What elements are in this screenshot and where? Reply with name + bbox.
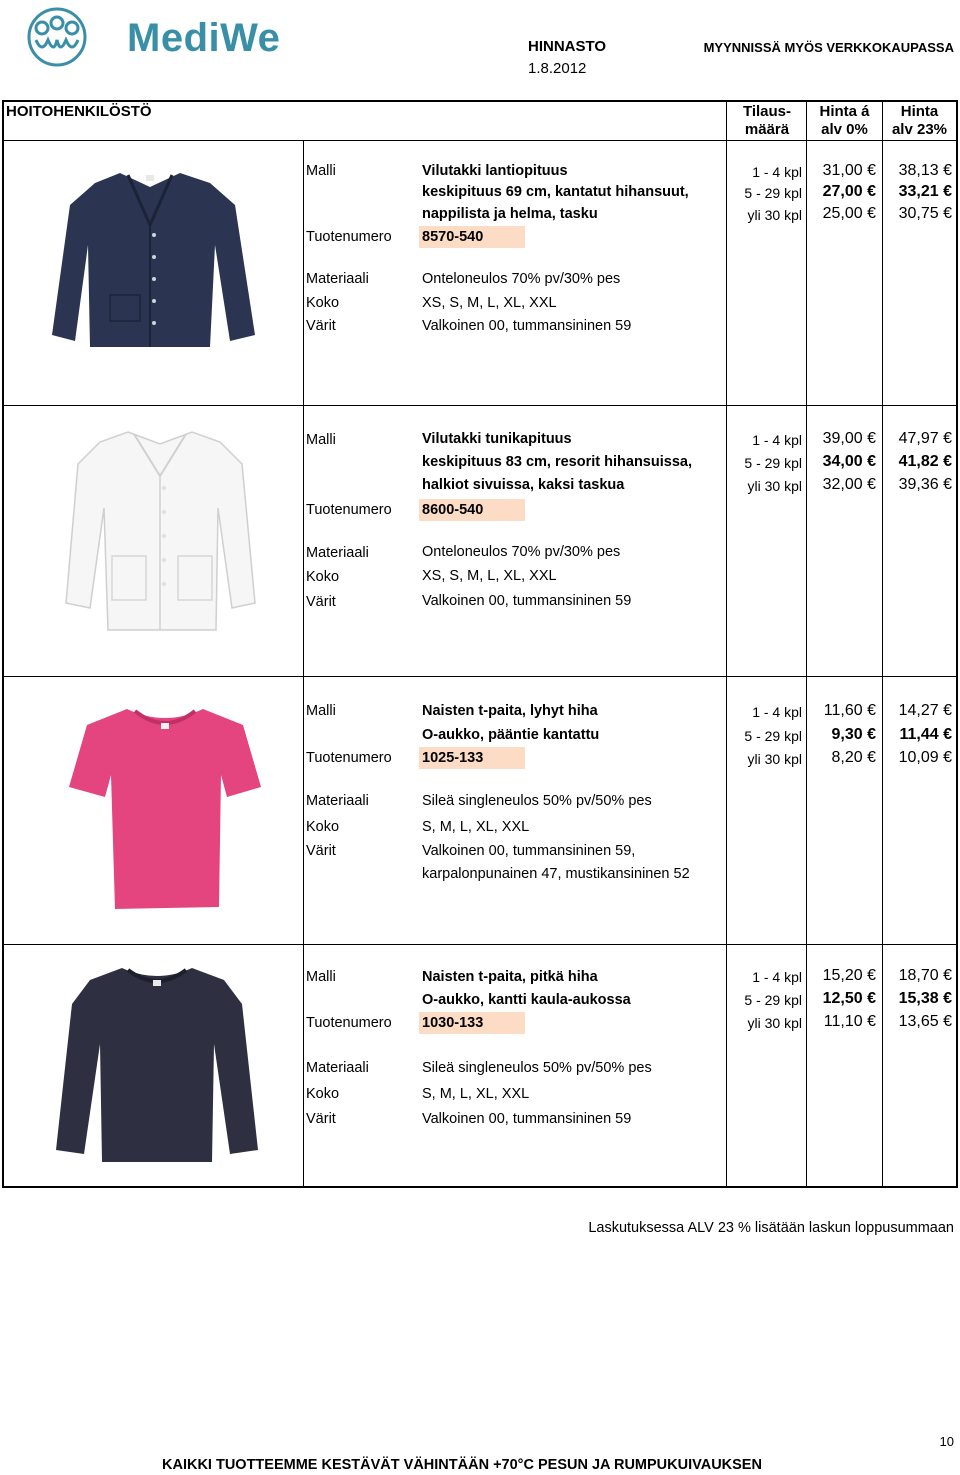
price-vat0: 11,60 € [823,702,876,719]
product-material: Onteloneulos 70% pv/30% pes [422,271,621,287]
price-vat0: 15,20 € [822,967,876,984]
product-desc-line2: keskipituus 83 cm, resorit hihansuissa, [422,454,692,470]
image-col-divider [303,140,304,1187]
price-vat23: 33,21 € [898,183,952,200]
tier-qty: yli 30 kpl [747,207,802,223]
product-code: 1030-133 [419,1012,525,1034]
tier-qty: 1 - 4 kpl [752,704,802,720]
col-header-price23-line1: Hinta [900,103,939,120]
col-header-order-line1: Tilaus- [742,103,792,120]
label-product-no: Tuotenumero [306,502,392,518]
price-vat0: 8,20 € [831,749,876,766]
dark-longsleeve-image [52,964,262,1169]
product-material: Sileä singleneulos 50% pv/50% pes [422,793,652,809]
price-vat23: 38,13 € [898,162,952,179]
section-title: HOITOHENKILÖSTÖ [6,103,152,120]
price-vat23: 30,75 € [898,205,952,222]
label-colors: Värit [306,594,336,610]
product-colors: Valkoinen 00, tummansininen 59 [422,593,632,609]
label-material: Materiaali [306,1060,369,1076]
white-cardigan-image [55,428,265,638]
price-vat23: 11,44 € [899,726,952,743]
product-desc-line2: O-aukko, pääntie kantattu [422,727,600,743]
col-header-price23-line2: alv 23% [891,121,948,138]
product-colors: Valkoinen 00, tummansininen 59 [422,318,632,334]
page-title: HINNASTO [528,38,607,55]
label-model: Malli [306,163,336,179]
online-shop-note: MYYNNISSÄ MYÖS VERKKOKAUPASSA [703,40,954,55]
product-colors-line2: karpalonpunainen 47, mustikansininen 52 [422,866,690,882]
tier-qty: 5 - 29 kpl [744,992,802,1008]
price-vat23: 39,36 € [898,476,952,493]
tier-qty: 5 - 29 kpl [744,185,802,201]
price-vat0: 31,00 € [822,162,876,179]
product-desc-line2: O-aukko, kantti kaula-aukossa [422,992,631,1008]
price-vat23: 47,97 € [898,430,952,447]
label-colors: Värit [306,843,336,859]
product-desc-line2: keskipituus 69 cm, kantatut hihansuut, [422,184,689,200]
page-date: 1.8.2012 [528,60,587,77]
tier-qty: 5 - 29 kpl [744,728,802,744]
label-size: Koko [306,819,340,835]
tier-qty: yli 30 kpl [747,1015,802,1031]
product-desc-line1: Vilutakki tunikapituus [422,431,572,447]
product-sizes: XS, S, M, L, XL, XXL [422,295,557,311]
price23-col-divider [882,100,883,1187]
price-vat0: 25,00 € [822,205,876,222]
row-divider-2 [2,676,958,677]
col-header-price-vat23 [883,103,956,139]
product-desc-line3: halkiot sivuissa, kaksi taskua [422,477,625,493]
tier-qty: 1 - 4 kpl [752,969,802,985]
price-vat23: 13,65 € [898,1013,952,1030]
product-desc-line3: nappilista ja helma, tasku [422,206,598,222]
price-vat0: 34,00 € [822,453,876,470]
price-vat0: 9,30 € [831,726,876,743]
product-desc-line1: Naisten t-paita, lyhyt hiha [422,703,598,719]
label-size: Koko [306,295,340,311]
brand-logo [22,4,281,70]
price-vat0: 32,00 € [822,476,876,493]
vat-footnote: Laskutuksessa ALV 23 % lisätään laskun loppusummaan [588,1220,954,1236]
product-sizes: S, M, L, XL, XXL [422,1086,530,1102]
label-material: Materiaali [306,271,369,287]
product-desc-line1: Vilutakki lantiopituus [422,163,568,179]
product-material: Onteloneulos 70% pv/30% pes [422,544,621,560]
product-sizes: S, M, L, XL, XXL [422,819,530,835]
label-material: Materiaali [306,793,369,809]
navy-cardigan-image [50,165,260,355]
col-header-order-line2: määrä [744,121,790,138]
label-size: Koko [306,1086,340,1102]
product-code: 8570-540 [419,226,525,248]
product-colors: Valkoinen 00, tummansininen 59 [422,1111,632,1127]
label-colors: Värit [306,1111,336,1127]
label-product-no: Tuotenumero [306,750,392,766]
label-size: Koko [306,569,340,585]
price0-col-divider [806,100,807,1187]
row-divider-1 [2,405,958,406]
col-header-price-vat0 [807,103,882,139]
label-model: Malli [306,432,336,448]
price-vat0: 11,10 € [823,1013,876,1030]
label-product-no: Tuotenumero [306,1015,392,1031]
label-product-no: Tuotenumero [306,229,392,245]
header-divider [2,140,958,141]
price-vat23: 41,82 € [898,453,952,470]
washing-note: KAIKKI TUOTTEEMME KESTÄVÄT VÄHINTÄÄN +70°C PESUN JA RUMPUKUIVAUKSEN [162,1457,762,1473]
tier-qty: 1 - 4 kpl [752,432,802,448]
product-code: 1025-133 [419,747,525,769]
price-vat23: 10,09 € [898,749,952,766]
tier-qty: 5 - 29 kpl [744,455,802,471]
tier-qty: 1 - 4 kpl [752,164,802,180]
col-header-price0-line1: Hinta á [819,103,870,120]
product-colors-line1: Valkoinen 00, tummansininen 59, [422,843,636,859]
price-vat0: 39,00 € [822,430,876,447]
product-sizes: XS, S, M, L, XL, XXL [422,568,557,584]
label-material: Materiaali [306,545,369,561]
price-vat0: 12,50 € [822,990,876,1007]
tier-qty: yli 30 kpl [747,478,802,494]
qty-col-divider [726,100,727,1187]
pink-tshirt-image [60,705,270,915]
product-material: Sileä singleneulos 50% pv/50% pes [422,1060,652,1076]
price-vat0: 27,00 € [822,183,876,200]
product-code: 8600-540 [419,499,525,521]
price-vat23: 18,70 € [898,967,952,984]
row-divider-3 [2,944,958,945]
label-model: Malli [306,703,336,719]
product-desc-line1: Naisten t-paita, pitkä hiha [422,969,598,985]
price-vat23: 14,27 € [898,702,952,719]
page-number: 10 [939,1434,954,1449]
price-vat23: 15,38 € [898,990,952,1007]
label-colors: Värit [306,318,336,334]
col-header-order-qty [728,103,806,139]
tier-qty: yli 30 kpl [747,751,802,767]
logo-mark-icon [22,6,92,68]
label-model: Malli [306,969,336,985]
brand-name: MediWe [127,16,281,60]
col-header-price0-line2: alv 0% [821,121,868,138]
